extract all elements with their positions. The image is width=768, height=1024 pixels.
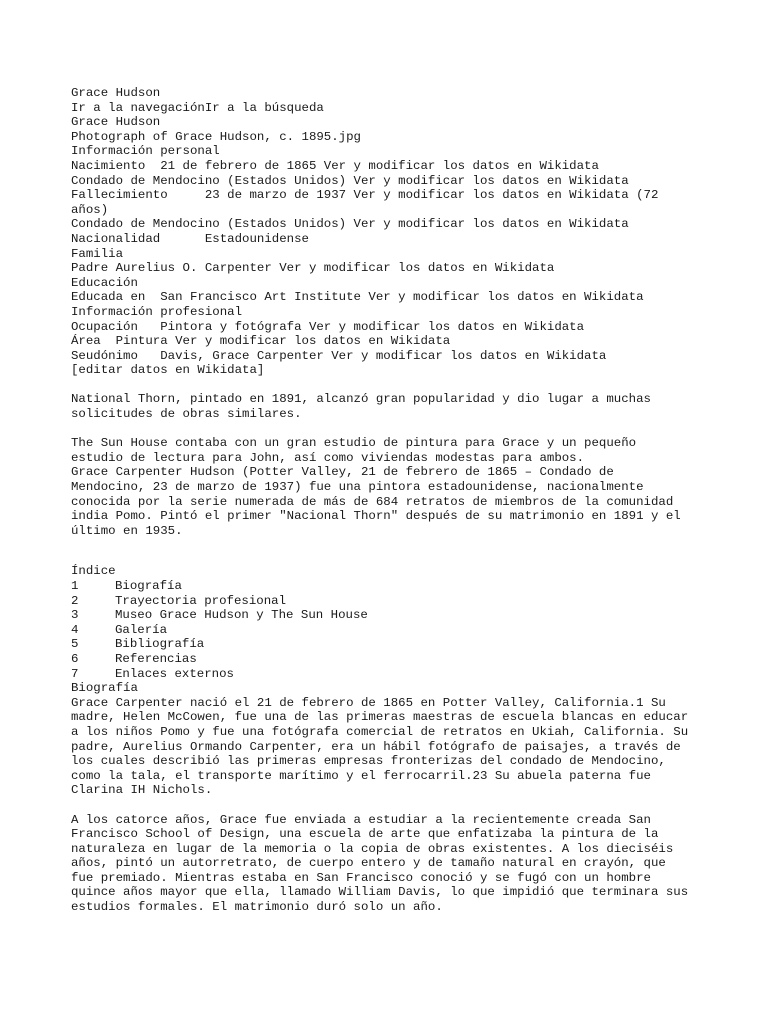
- toc-item-label[interactable]: Trayectoria profesional: [115, 593, 287, 608]
- section-educacion: Educación: [71, 275, 138, 290]
- toc-item-label[interactable]: Biografía: [115, 579, 182, 593]
- toc-item[interactable]: [71, 652, 751, 667]
- paragraph-biografia-2: A los catorce años, Grace fue enviada a estudiar a la recientemente creada San Francisco School of Design, una escuela de arte que enfatizaba la pintura de la naturaleza en lugar de la memoria o la copia de obras existentes. A los dieciséis años, pintó un autorretrato, de cuerpo entero y de tamaño natural en crayón, que fue premiado. Mientras estaba en San Francisco conoció y se fugó con un hombre quince años mayor que ella, llamado William Davis, lo que impidió que terminara sus estudios formales. El matrimonio duró solo un año.: [71, 812, 689, 915]
- toc-item-label[interactable]: Enlaces externos: [115, 666, 234, 681]
- spacer: [71, 798, 751, 813]
- infobox-name: Grace Hudson: [71, 115, 161, 130]
- infobox-title: Grace Hudson: [71, 86, 161, 100]
- spacer: [71, 538, 751, 564]
- field-padre: Padre Aurelius O. Carpenter Ver y modificar los datos en Wikidata: [71, 261, 555, 276]
- spacer: [71, 422, 751, 437]
- toc-title: Índice: [71, 564, 116, 579]
- field-area: Área Pintura Ver y modificar los datos en Wikidata: [71, 334, 451, 349]
- field-nacimiento-lugar: Condado de Mendocino (Estados Unidos) Ver y modificar los datos en Wikidata: [71, 173, 629, 188]
- infobox-photo-caption: Photograph of Grace Hudson, c. 1895.jpg: [71, 129, 361, 144]
- toc-item-number: 2: [71, 593, 79, 608]
- table-of-contents: [71, 564, 751, 681]
- field-seudonimo: Seudónimo Davis, Grace Carpenter Ver y modificar los datos en Wikidata: [71, 348, 607, 363]
- toc-item-number: 1: [71, 579, 79, 593]
- toc-item-number: 3: [71, 608, 79, 623]
- toc-item-label[interactable]: Galería: [115, 622, 168, 637]
- toc-item-number: 7: [71, 666, 79, 681]
- paragraph-sun-house: The Sun House contaba con un gran estudio de pintura para Grace y un pequeño estudio de lectura para John, así como viviendas modestas para ambos. Grace Carpenter Hudson (Potter Valley, 21 de febrero de 1865 – Condado de Mendocino, 23 de marzo de 1937) fue una pintora estadounidense, nacionalmente conocida por la serie numerada de más de 684 retratos de miembros de la comunidad india Pomo. Pintó el primer "Nacional Thorn" después de su matrimonio en 1891 y el último en 1935.: [71, 436, 681, 538]
- toc-item-label[interactable]: Bibliografía: [115, 637, 205, 652]
- section-heading-biografia: Biografía: [71, 681, 138, 696]
- field-nacionalidad: Nacionalidad Estadounidense: [71, 231, 309, 246]
- toc-item-number: 4: [71, 622, 79, 637]
- toc-item[interactable]: [71, 637, 751, 652]
- toc-item[interactable]: [71, 579, 751, 594]
- field-ocupacion: Ocupación Pintora y fotógrafa Ver y modificar los datos en Wikidata: [71, 319, 585, 334]
- paragraph-biografia-1: Grace Carpenter nació el 21 de febrero de 1865 en Potter Valley, California.1 Su madre, Helen McCowen, fue una de las primeras maestras de escuela blancas en educar a los niños Pomo y fue una fotógrafa comercial de retratos en Ukiah, California. Su padre, Aurelius Ormando Carpenter, era un hábil fotógrafo de paisajes, a través de los cuales describió las primeras empresas fronterizas del condado de Mendocino, como la tala, el transporte marítimo y el ferrocarril.23 Su abuela paterna fue Clarina IH Nichols.: [71, 695, 689, 798]
- field-fallecimiento: Fallecimiento 23 de marzo de 1937 Ver y modificar los datos en Wikidata (72: [71, 188, 659, 203]
- toc-item[interactable]: [71, 667, 751, 682]
- toc-item[interactable]: [71, 623, 751, 638]
- field-nacimiento: Nacimiento 21 de febrero de 1865 Ver y modificar los datos en Wikidata: [71, 158, 599, 173]
- paragraph-national-thorn: National Thorn, pintado en 1891, alcanzó gran popularidad y dio lugar a muchas solicitudes de obras similares.: [71, 392, 651, 422]
- infobox: [71, 86, 751, 378]
- toc-item[interactable]: [71, 594, 751, 609]
- edit-wikidata-link[interactable]: [editar datos en Wikidata]: [71, 363, 265, 378]
- section-informacion-profesional: Información profesional: [71, 304, 243, 319]
- field-educada-en: Educada en San Francisco Art Institute Ver y modificar los datos en Wikidata: [71, 290, 644, 305]
- toc-item-label[interactable]: Museo Grace Hudson y The Sun House: [115, 608, 368, 623]
- document-page: [71, 86, 751, 915]
- section-informacion-personal: Información personal: [71, 144, 220, 159]
- toc-item-number: 5: [71, 637, 79, 652]
- spacer: [71, 378, 751, 393]
- field-fallecimiento-lugar: Condado de Mendocino (Estados Unidos) Ver y modificar los datos en Wikidata: [71, 217, 629, 232]
- toc-item-label[interactable]: Referencias: [115, 651, 197, 666]
- section-familia: Familia: [71, 246, 124, 261]
- toc-item-number: 6: [71, 651, 79, 666]
- toc-item[interactable]: [71, 608, 751, 623]
- field-fallecimiento-edad: años): [71, 202, 109, 217]
- nav-search-links[interactable]: Ir a la navegaciónIr a la búsqueda: [71, 100, 324, 115]
